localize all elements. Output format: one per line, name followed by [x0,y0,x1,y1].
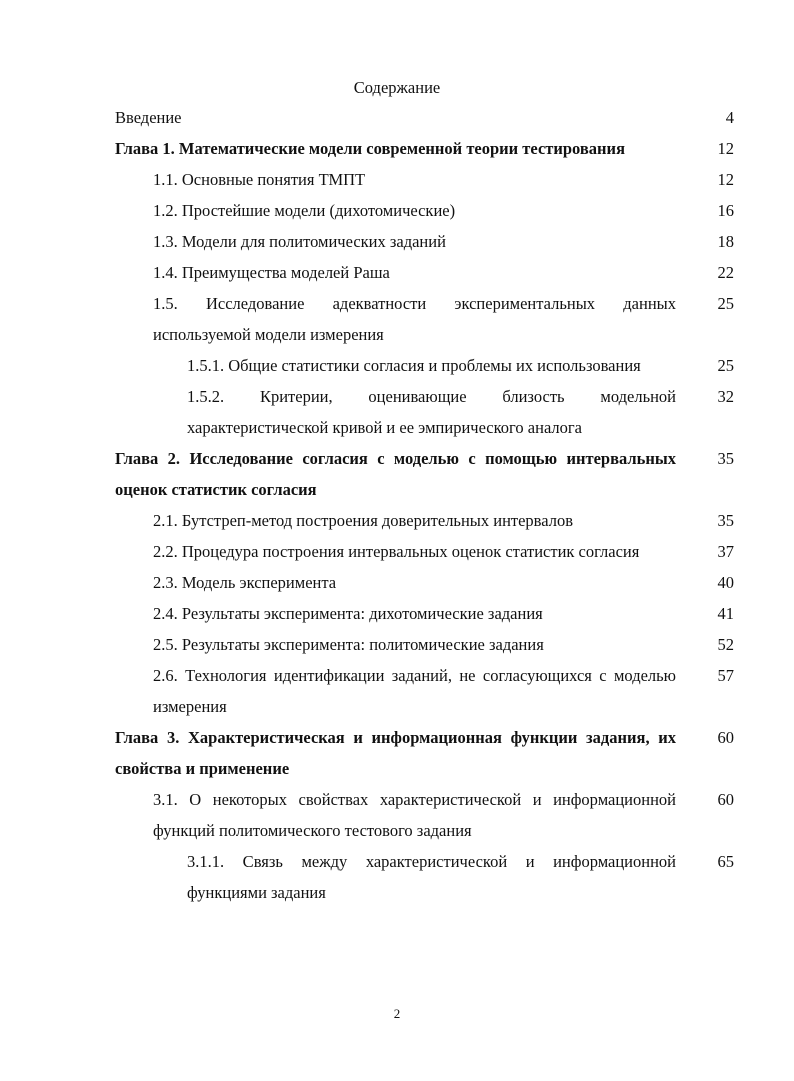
toc-entry-1-2 [0,195,794,226]
toc-entry-2-4 [0,598,794,629]
toc-entry-page: 41 [717,604,734,623]
toc-entry-text: 1.2. Простейшие модели (дихотомические) [153,201,456,220]
toc-entry-text: Глава 1. Математические модели современной теории тестирования [115,139,625,158]
toc-entry-page: 4 [725,108,734,127]
toc-entry-introduction [0,102,794,133]
toc-entry-page: 52 [717,635,734,654]
toc-entry-text: 3.1. О некоторых свойствах характеристической и информационной функций политомического тестового задания [153,790,676,840]
toc-entry-3-1 [0,784,794,846]
toc-entry-chapter-3 [0,722,794,784]
toc-entry-1-4 [0,257,794,288]
table-of-contents [0,102,794,908]
toc-entry-text: Глава 2. Исследование согласия с моделью с помощью интервальных оценок статистик согласия [115,449,676,499]
toc-entry-2-3 [0,567,794,598]
toc-entry-text: 1.4. Преимущества моделей Раша [153,263,390,282]
toc-entry-page: 65 [717,852,734,871]
toc-entry-2-6 [0,660,794,722]
toc-entry-page: 35 [717,511,734,530]
toc-entry-1-3 [0,226,794,257]
toc-entry-text: 1.5.1. Общие статистики согласия и проблемы их использования [187,356,641,375]
toc-entry-text: 2.6. Технология идентификации заданий, не согласующихся с моделью измерения [153,666,676,716]
toc-entry-page: 57 [717,666,734,685]
toc-entry-text: 2.2. Процедура построения интервальных оценок статистик согласия [153,542,640,561]
toc-entry-text: 2.1. Бутстреп-метод построения доверительных интервалов [153,511,574,530]
toc-entry-page: 35 [717,449,734,468]
toc-entry-1-5-1 [0,350,794,381]
toc-entry-chapter-2 [0,443,794,505]
toc-entry-1-5-2 [0,381,794,443]
toc-entry-text: 1.3. Модели для политомических заданий [153,232,446,251]
toc-entry-page: 60 [717,790,734,809]
toc-entry-2-5 [0,629,794,660]
toc-entry-text: 2.3. Модель эксперимента [153,573,337,592]
toc-entry-page: 25 [717,356,734,375]
toc-entry-page: 22 [717,263,734,282]
toc-entry-page: 12 [717,170,734,189]
toc-entry-text: 1.5. Исследование адекватности экспериментальных данных используемой модели измерения [153,294,676,344]
toc-title: Содержание [353,78,441,97]
toc-entry-page: 12 [717,139,734,158]
toc-entry-text: 3.1.1. Связь между характеристической и информационной функциями задания [187,852,676,902]
toc-entry-text: Глава 3. Характеристическая и информационная функции задания, их свойства и применение [115,728,676,778]
toc-entry-page: 25 [717,294,734,313]
toc-entry-text: 2.5. Результаты эксперимента: политомические задания [153,635,544,654]
toc-entry-page: 32 [717,387,734,406]
toc-entry-1-1 [0,164,794,195]
toc-entry-3-1-1 [0,846,794,908]
toc-entry-text: 1.5.2. Критерии, оценивающие близость модельной характеристической кривой и ее эмпирического аналога [187,387,676,437]
toc-entry-2-1 [0,505,794,536]
toc-entry-chapter-1 [0,133,794,164]
toc-entry-text: 2.4. Результаты эксперимента: дихотомические задания [153,604,543,623]
toc-entry-text: 1.1. Основные понятия ТМПТ [153,170,366,189]
toc-entry-page: 37 [717,542,734,561]
page-number: 2 [393,1006,401,1021]
toc-entry-1-5 [0,288,794,350]
toc-entry-page: 40 [717,573,734,592]
toc-entry-page: 60 [717,728,734,747]
toc-entry-page: 16 [717,201,734,220]
toc-entry-page: 18 [717,232,734,251]
toc-entry-2-2 [0,536,794,567]
toc-entry-text: Введение [115,108,182,127]
